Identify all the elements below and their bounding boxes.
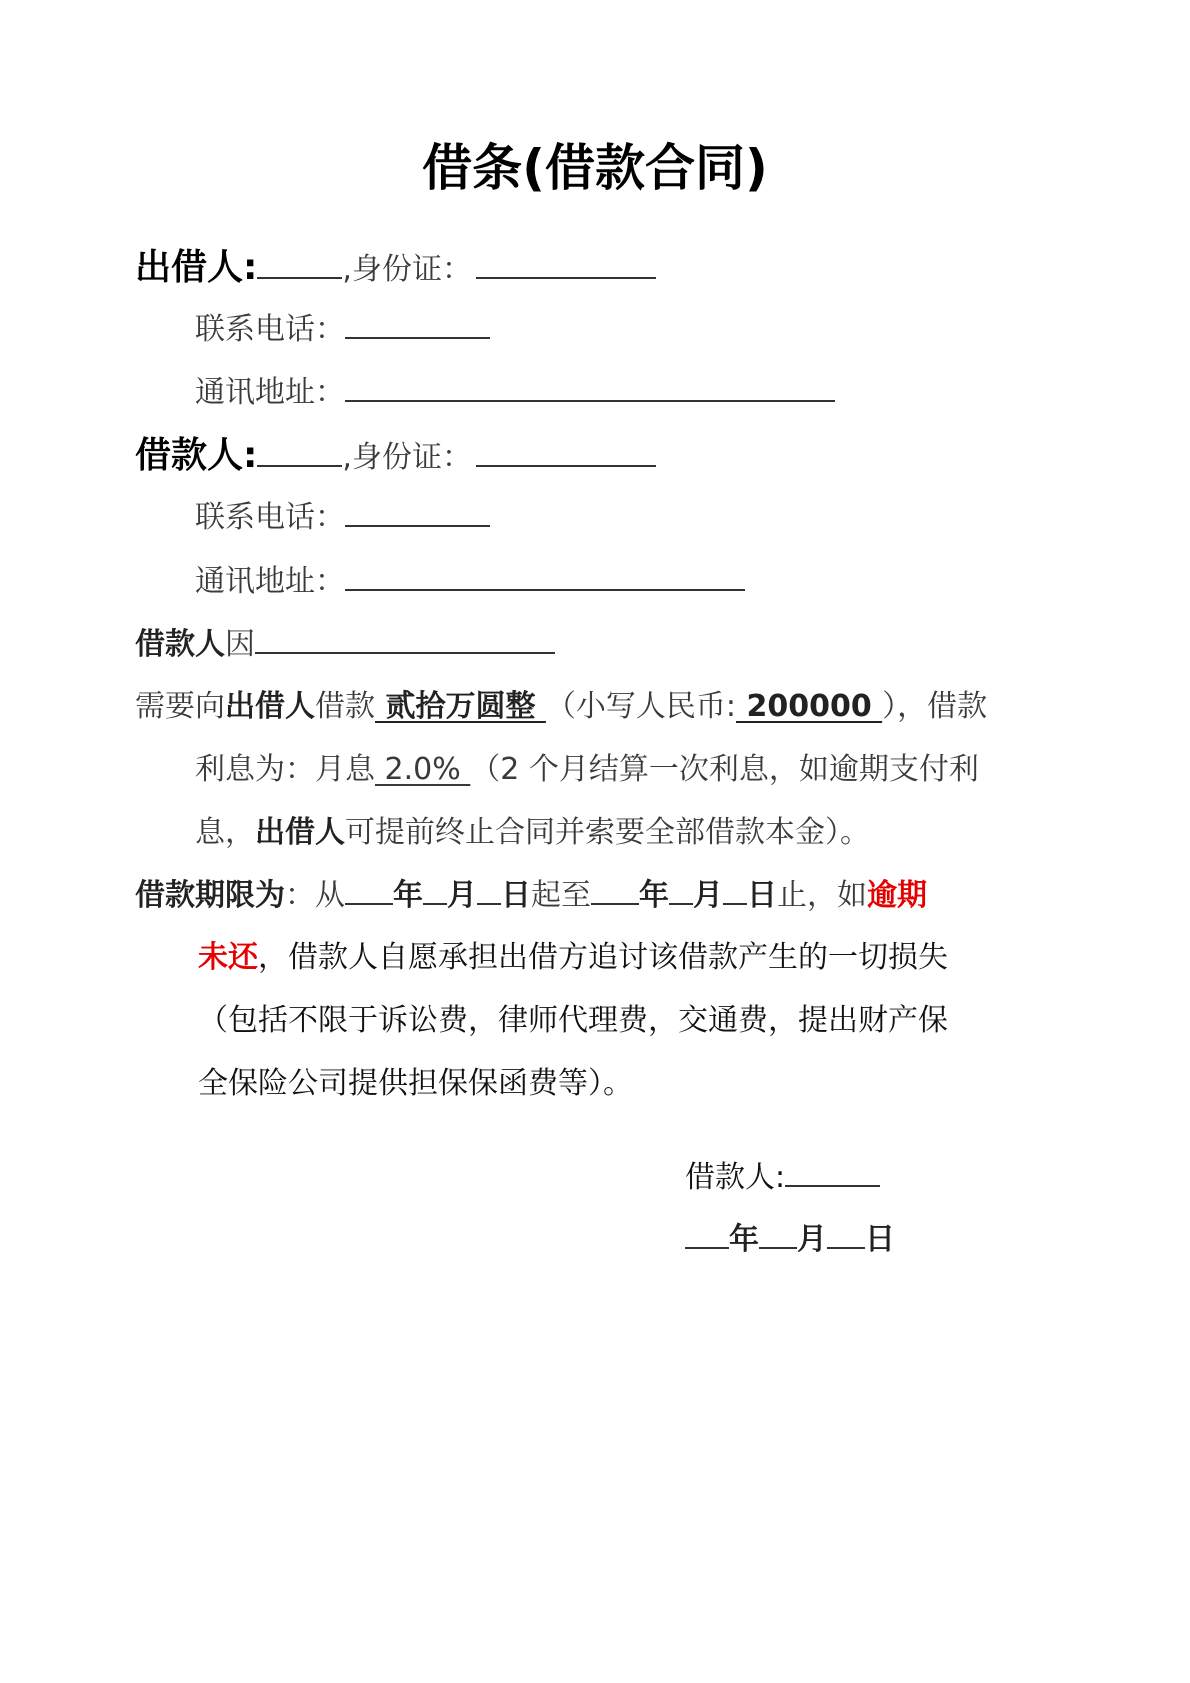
start-month-blank[interactable] [423,877,447,905]
reason-borrower-ref: 借款人 [135,627,225,662]
lender-address-row [195,373,835,413]
term-text: 起至 [531,878,591,913]
sign-month: 月 [797,1222,827,1257]
end-year-blank[interactable] [591,877,639,905]
amount-uppercase: 贰拾万圆整 [375,689,546,724]
term-text: 止，如 [777,878,867,913]
borrower-phone-label: 联系电话： [195,500,345,535]
term-day: 日 [747,878,777,913]
borrower-phone-row [195,498,490,538]
term-text: ，借款人自愿承担出借方追讨该借款产生的一切损失 [258,940,948,975]
lender-phone-blank[interactable] [345,311,490,339]
term-row-3 [198,1001,948,1041]
sign-year: 年 [729,1222,759,1257]
term-row-4 [198,1064,633,1104]
term-text: 全保险公司提供担保保函费等）。 [198,1066,633,1101]
borrower-phone-blank[interactable] [345,499,490,527]
start-year-blank[interactable] [345,877,393,905]
reason-because: 因 [225,627,255,662]
sign-year-blank[interactable] [685,1221,729,1249]
lender-address-label: 通讯地址： [195,375,345,410]
overdue-highlight: 逾期 [867,878,927,913]
borrower-id-blank[interactable] [476,439,656,467]
term-month: 月 [447,878,477,913]
signature-date-row [685,1220,895,1260]
lender-reference: 出借人 [255,815,345,850]
signature-blank[interactable] [785,1159,880,1187]
sign-day: 日 [865,1222,895,1257]
end-month-blank[interactable] [669,877,693,905]
signature-label: 借款人: [685,1160,786,1195]
interest-text: 利息为：月息 [195,752,375,787]
lender-row [135,248,656,290]
borrower-address-row [195,562,745,602]
interest-row [195,750,979,790]
sign-month-blank[interactable] [759,1221,797,1249]
amount-numeric: 200000 [736,689,883,724]
start-day-blank[interactable] [477,877,501,905]
interest-text: （2 个月结算一次利息，如逾期支付利 [470,752,979,787]
end-day-blank[interactable] [723,877,747,905]
lender-phone-row [195,310,490,350]
lender-id-label: ,身份证： [342,252,472,287]
interest-text: 可提前终止合同并索要全部借款本金）。 [345,815,870,850]
loan-text: 借款 [315,689,375,724]
term-day: 日 [501,878,531,913]
signature-row [685,1158,880,1198]
lender-label: 出借人: [135,247,258,288]
borrower-row [135,436,656,478]
loan-text: （小写人民币: [545,689,736,724]
term-year: 年 [393,878,423,913]
borrower-name-blank[interactable] [257,439,342,467]
borrower-label: 借款人: [135,435,258,476]
reason-row [135,625,555,665]
sign-day-blank[interactable] [827,1221,865,1249]
term-row [135,876,927,916]
overdue-highlight: 未还 [198,940,258,975]
borrower-id-label: ,身份证： [342,440,472,475]
borrower-address-label: 通讯地址： [195,564,345,599]
lender-address-blank[interactable] [345,374,835,402]
loan-text: 需要向 [135,689,225,724]
document-title: 借条(借款合同) [422,139,768,197]
lender-name-blank[interactable] [257,251,342,279]
loan-amount-row [135,687,987,727]
borrower-address-blank[interactable] [345,563,745,591]
lender-phone-label: 联系电话： [195,312,345,347]
interest-text: 息， [195,815,255,850]
lender-id-blank[interactable] [476,251,656,279]
term-text: （包括不限于诉讼费，律师代理费，交通费，提出财产保 [198,1003,948,1038]
interest-row-2 [195,813,870,853]
term-row-2 [198,938,948,978]
interest-rate: 2.0% [375,752,471,787]
loan-text: ），借款 [882,689,988,724]
term-label: 借款期限为 [135,878,285,913]
term-text: ：从 [285,878,345,913]
reason-blank[interactable] [255,626,555,654]
lender-reference: 出借人 [225,689,315,724]
term-year: 年 [639,878,669,913]
term-month: 月 [693,878,723,913]
